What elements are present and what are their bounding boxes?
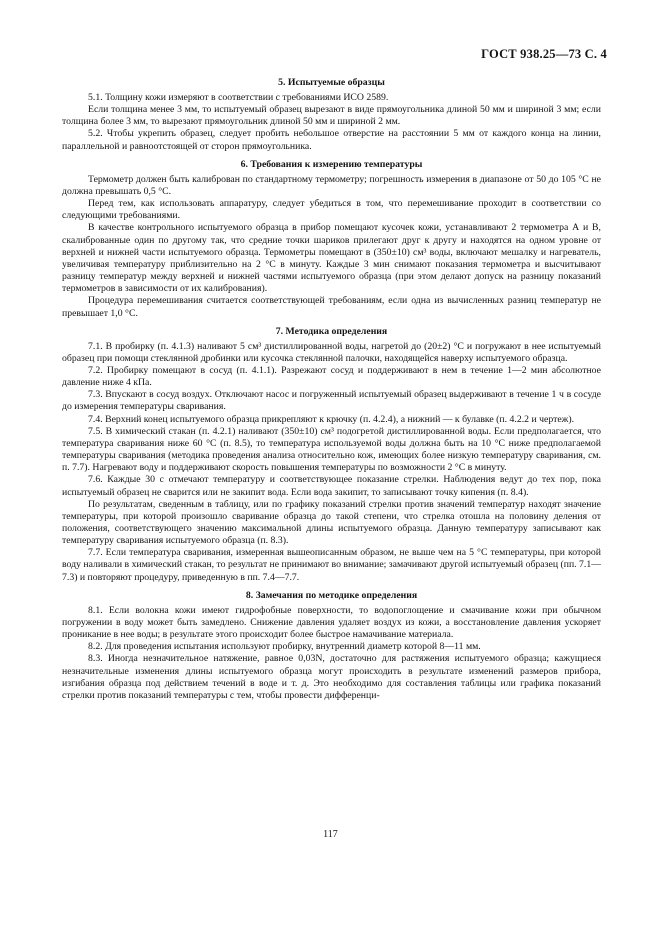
section-title: 7. Методика определения — [275, 325, 388, 337]
paragraph: 7.2. Пробирку помещают в сосуд (п. 4.1.1). Разрежают сосуд и поддерживают в нем в течение 1—2 мин абсолютное давление ниже 4 кПа. — [62, 364, 601, 389]
paragraph: Процедура перемешивания считается соответствующей требованиям, если одна из вычисленных разниц температур не превышает 1,0 °С. — [62, 295, 601, 319]
paragraph: 5.2. Чтобы укрепить образец, следует пробить небольшое отверстие на расстоянии 5 мм от каждого конца на линии, параллельной и равноотстоящей от сторон прямоугольника. — [62, 128, 601, 152]
document-body — [62, 77, 601, 702]
paragraph: 8.3. Иногда незначительное натяжение, равное 0,03N, достаточно для растяжения испытуемого образца; кажущиеся незначительные изменения длины испытуемого образца могут происходить в результате изменений размеров прибора, изгибания образца под действием течений в воде и т. д. Это необходимо для составления таблицы или графика показаний стрелки против показаний температуры с тем, чтобы провести дифференци- — [62, 653, 601, 701]
section-title: 5. Испытуемые образцы — [278, 77, 385, 88]
paragraph: Если толщина менее 3 мм, то испытуемый образец вырезают в виде прямоугольника длиной 50 мм и шириной 3 мм; если толщина более 3 мм, то вырезают прямоугольник длиной 50 мм и шириной 2 мм. — [62, 104, 601, 128]
section-title: 8. Замечания по методике определения — [245, 589, 418, 601]
paragraph: 7.7. Если температура сваривания, измеренная вышеописанным образом, не выше чем на 5 °С температуры, при которой воду наливали в химический стакан, то результат не принимают во внимание; замачивают другой испытуемый образец (пп. 7.1—7.3) и повторяют процедуру, приведенную в пп. 7.4—7.7. — [62, 547, 601, 583]
paragraph: Перед тем, как использовать аппаратуру, следует убедиться в том, что перемешивание проходит в соответствии со следующими требованиями. — [62, 198, 601, 222]
paragraph: В качестве контрольного испытуемого образца в прибор помещают кусочек кожи, устанавливают 2 термометра А и В, скалиброванные один по другому так, что средние точки шариков прилегают друг к другу и находятся на одном уровне от верхней и нижней части испытуемого образца. Термометры помещают в (350±10) см³ воды, включают мешалку и нагреватель, увеличивая температуру приблизительно на 2 °С в минуту. Каждые 3 мин снимают показания термометра и высчитывают разницу температур между верхней и нижней частями испытуемого образца (при этом делают допуск на разницу показаний термометров в зависимости от их калибрования). — [62, 222, 601, 295]
section-title: 6. Требования к измерению температуры — [240, 158, 423, 170]
paragraph: 7.6. Каждые 30 с отмечают температуру и соответствующее показание стрелки. Наблюдения ведут до тех пор, пока испытуемый образец не сварится или не закипит вода. Если вода закипит, то записывают точку кипения (п. 8.4). — [62, 474, 601, 498]
paragraph: 5.1. Толщину кожи измеряют в соответствии с требованиями ИСО 2589. — [88, 92, 389, 103]
paragraph: 7.3. Впускают в сосуд воздух. Отключают насос и погруженный испытуемый образец выдерживают в течение 1 ч в сосуде до измерения температуры сваривания. — [62, 389, 601, 413]
paragraph: 7.5. В химический стакан (п. 4.2.1) наливают (350±10) см³ подогретой дистиллированной воды. Если предполагается, что температура сваривания ниже 60 °С (п. 8.5), то температура используемой воды должна быть на 10 °С ниже предполагаемой температуры сваривания (методика проведения анализа относительно кож, имеющих более низкую температуру сваривания, см. п. 7.7). Нагревают воду и поддерживают скорость повышения температуры по возможности 2 °С в минуту. — [62, 425, 601, 474]
paragraph: Термометр должен быть калиброван по стандартному термометру; погрешность измерения в диапазоне от 50 до 105 °С не должна превышать 0,5 °С. — [62, 173, 601, 197]
paragraph: По результатам, сведенным в таблицу, или по графику показаний стрелки против значений температур находят значение температуры, при которой произошло сваривание образца до такой степени, что стрелка отошла на половину деления от положения, соответствующего значению максимальной длины испытуемого образца. Данную температуру записывают как температуру сваривания испытуемого образца (п. 8.3). — [62, 498, 601, 547]
page-number: 117 — [323, 829, 338, 840]
paragraph: 8.2. Для проведения испытания используют пробирку, внутренний диаметр которой 8—11 мм. — [88, 641, 481, 653]
paragraph: 7.1. В пробирку (п. 4.1.3) наливают 5 см³ дистиллированной воды, нагретой до (20±2) °С и погружают в нее испытуемый образец при помощи стеклянной дробинки или кусочка стеклянной палочки, находящейся наверху испытуемого образца. — [62, 340, 601, 364]
paragraph: 8.1. Если волокна кожи имеют гидрофобные поверхности, то водопоглощение и смачивание кожи при обычном погружении в воду может быть замедлено. Снижение давления удаляет воздух из кожи, а восстановление давления ускоряет проникание в нее воды; в результате этого происходит более быстрое намачивание материала. — [62, 604, 601, 641]
paragraph: 7.4. Верхний конец испытуемого образца прикрепляют к крючку (п. 4.2.4), а нижний — к булавке (п. 4.2.2 и чертеж). — [88, 413, 575, 425]
standard-header: ГОСТ 938.25—73 С. 4 — [481, 47, 607, 61]
